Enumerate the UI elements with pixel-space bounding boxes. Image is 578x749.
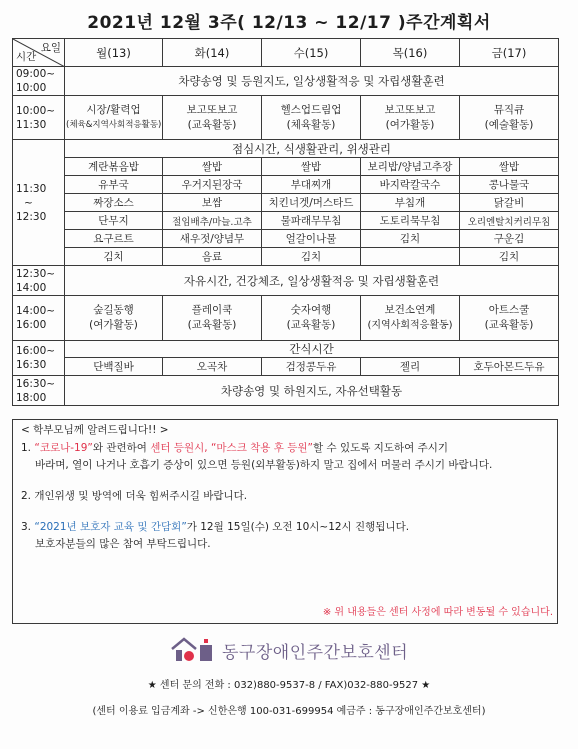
change-footnote: ※ 위 내용들은 센터 사정에 따라 변동될 수 있습니다. (322, 607, 553, 618)
notice-item-1: 1. “코로나-19”와 관련하여 센터 등원시, “마스크 착용 후 등원”할 수 있도록 지도하여 주시기 (21, 442, 449, 454)
notice-item-3-line-2: 보호자분들의 많은 참여 부탁드립니다. (35, 538, 211, 550)
schedule-row-0900 (13, 67, 559, 96)
menu-cell: 요구르트 (65, 230, 163, 248)
menu-cell: 보쌈 (163, 194, 262, 212)
menu-cell: 유부국 (65, 176, 163, 194)
day-header-wed: 수(15) (262, 39, 361, 67)
menu-cell: 계란볶음밥 (65, 158, 163, 176)
house-logo-icon (170, 637, 216, 663)
menu-cell: 치킨너겟/머스타드 (262, 194, 361, 212)
menu-row (13, 176, 559, 194)
schedule-row-1000 (13, 96, 559, 140)
program-cell-thu: 보고또보고 (여가활동) (361, 96, 460, 140)
menu-row (13, 194, 559, 212)
day-header-mon: 월(13) (65, 39, 163, 67)
corner-cell (13, 39, 65, 67)
menu-cell (361, 248, 460, 266)
menu-cell: 얼갈이나물 (262, 230, 361, 248)
menu-cell: 도토리묵무침 (361, 212, 460, 230)
menu-row (13, 212, 559, 230)
notice-item-1-line-2: 바라며, 열이 나거나 호흡기 증상이 있으면 등원(외부활동)하지 말고 집에서 머물러 주시기 바랍니다. (35, 459, 493, 471)
menu-cell: 김치 (460, 248, 559, 266)
time-cell: 09:00~ 10:00 (13, 67, 65, 96)
snack-header: 간식시간 (65, 341, 559, 358)
menu-cell: 쌀밥 (163, 158, 262, 176)
day-header-thu: 목(16) (361, 39, 460, 67)
snack-cell: 젤리 (361, 358, 460, 376)
activity-cell: 자유시간, 건강체조, 일상생활적응 및 자립생활훈련 (65, 266, 559, 296)
program-cell-thu: 보건소연계 (지역사회적응활동) (361, 296, 460, 341)
day-header-tue: 화(14) (163, 39, 262, 67)
contact-info: ★ 센터 문의 전화 : 032)880-9537-8 / FAX)032-880-9527 ★ (147, 680, 431, 691)
menu-cell: 절임배추/마늘.고추 (163, 212, 262, 230)
menu-cell: 김치 (262, 248, 361, 266)
menu-cell: 짜장소스 (65, 194, 163, 212)
schedule-row-1230 (13, 266, 559, 296)
menu-cell: 쌀밥 (460, 158, 559, 176)
menu-row (13, 158, 559, 176)
schedule-row-1630 (13, 376, 559, 406)
snack-cell: 단백질바 (65, 358, 163, 376)
schedule-row-1400 (13, 296, 559, 341)
page-title: 2021년 12월 3주( 12/13 ~ 12/17 )주간계획서 (87, 13, 491, 33)
time-cell: 16:30~ 18:00 (13, 376, 65, 406)
menu-cell: 구운김 (460, 230, 559, 248)
program-cell-mon: 시장/활력업 (체육&지역사회적응활동) (65, 96, 163, 140)
menu-cell: 콩나물국 (460, 176, 559, 194)
snack-header-row (13, 341, 559, 358)
program-cell-wed: 숫자여행 (교육활동) (262, 296, 361, 341)
account-info: (센터 이용료 입금계좌 -> 신한은행 100-031-699954 예금주 : 동구장애인주간보호센터) (92, 706, 486, 717)
menu-cell: 단무지 (65, 212, 163, 230)
menu-cell: 쌀밥 (262, 158, 361, 176)
menu-cell: 바지락칼국수 (361, 176, 460, 194)
menu-cell: 새우젓/양념무 (163, 230, 262, 248)
menu-row (13, 230, 559, 248)
notice-item-2: 2. 개인위생 및 방역에 더욱 힘써주시길 바랍니다. (21, 490, 248, 502)
header-row (13, 39, 559, 67)
center-logo (170, 637, 408, 663)
program-cell-tue: 보고또보고 (교육활동) (163, 96, 262, 140)
menu-cell: 부대찌개 (262, 176, 361, 194)
weekly-schedule-table (12, 38, 559, 406)
menu-cell: 닭갈비 (460, 194, 559, 212)
menu-cell: 김치 (65, 248, 163, 266)
time-cell: 12:30~ 14:00 (13, 266, 65, 296)
snack-cell: 검정콩두유 (262, 358, 361, 376)
menu-cell: 부침개 (361, 194, 460, 212)
parent-notice-box (12, 419, 558, 624)
menu-cell: 김치 (361, 230, 460, 248)
time-cell: 10:00~ 11:30 (13, 96, 65, 140)
time-cell: 16:00~ 16:30 (13, 341, 65, 376)
center-name: 동구장애인주간보호센터 (222, 642, 409, 663)
snack-row (13, 358, 559, 376)
program-cell-fri: 아트스쿨 (교육활동) (460, 296, 559, 341)
activity-cell: 차량송영 및 등원지도, 일상생활적응 및 자립생활훈련 (65, 67, 559, 96)
program-cell-wed: 헬스업드림업 (체육활동) (262, 96, 361, 140)
snack-cell: 오곡차 (163, 358, 262, 376)
day-header-label: 요일 (40, 42, 61, 54)
time-header-label: 시간 (16, 51, 37, 63)
notice-heading: < 학부모님께 알려드립니다!! > (21, 424, 169, 436)
menu-cell: 우거지된장국 (163, 176, 262, 194)
menu-cell: 오리엔탈치커리무침 (460, 212, 559, 230)
menu-cell: 보리밥/양념고추장 (361, 158, 460, 176)
day-header-fri: 금(17) (460, 39, 559, 67)
program-cell-tue: 플레이쿡 (교육활동) (163, 296, 262, 341)
time-cell: 11:30 ~ 12:30 (13, 140, 65, 266)
menu-row (13, 248, 559, 266)
snack-cell: 호두아몬드두유 (460, 358, 559, 376)
menu-cell: 음료 (163, 248, 262, 266)
activity-cell: 차량송영 및 하원지도, 자유선택활동 (65, 376, 559, 406)
program-cell-fri: 뮤직큐 (예술활동) (460, 96, 559, 140)
program-cell-mon: 숲길동행 (여가활동) (65, 296, 163, 341)
time-cell: 14:00~ 16:00 (13, 296, 65, 341)
menu-cell: 물파래무무침 (262, 212, 361, 230)
lunch-header: 점심시간, 식생활관리, 위생관리 (65, 140, 559, 158)
notice-item-3: 3. “2021년 보호자 교육 및 간담회”가 12월 15일(수) 오전 10시~12시 진행됩니다. (21, 521, 410, 533)
lunch-header-row (13, 140, 559, 158)
